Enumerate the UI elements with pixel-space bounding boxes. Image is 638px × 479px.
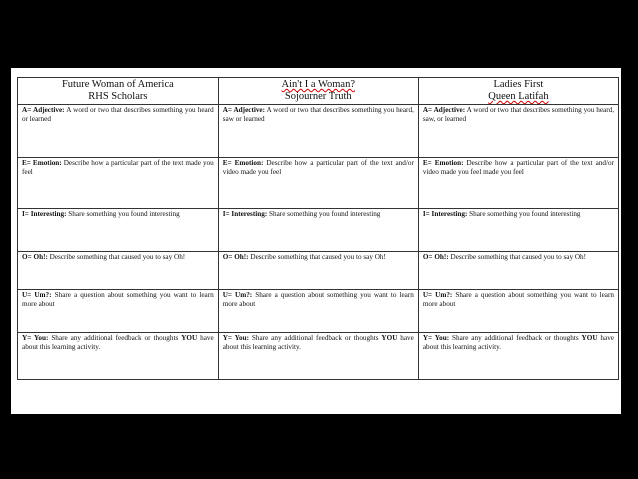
cell-emphasis: YOU bbox=[581, 334, 598, 342]
table-cell[interactable] bbox=[418, 209, 618, 252]
row-label: I= Interesting: bbox=[222, 210, 268, 218]
row-label: I= Interesting: bbox=[422, 210, 468, 218]
table-cell[interactable] bbox=[18, 105, 219, 158]
table-row-you bbox=[18, 333, 619, 380]
cell-prompt: Share a question about something you want to learn more about bbox=[222, 291, 414, 309]
row-label: O= Oh!: bbox=[22, 253, 48, 261]
table-row-um bbox=[18, 290, 619, 333]
column-header-subtitle: RHS Scholars bbox=[88, 91, 148, 102]
table-cell[interactable] bbox=[18, 209, 219, 252]
column-header-subtitle: Sojourner Truth bbox=[284, 91, 352, 102]
reflection-table bbox=[17, 77, 619, 380]
table-cell[interactable] bbox=[218, 209, 418, 252]
cell-prompt: Share something you found interesting bbox=[68, 210, 180, 218]
table-row-oh bbox=[18, 252, 619, 290]
cell-prompt: A word or two that describes something you heard, saw or learned bbox=[222, 106, 414, 124]
row-label: O= Oh!: bbox=[422, 253, 449, 261]
column-header-title: Ain't I a Woman? bbox=[281, 79, 356, 90]
cell-prompt: A word or two that describes something you heard or learned bbox=[22, 106, 214, 124]
row-label: A= Adjective: bbox=[422, 106, 466, 114]
table-cell[interactable] bbox=[418, 158, 618, 209]
column-header-1 bbox=[18, 78, 219, 105]
column-header-title: Future Woman of America bbox=[61, 79, 174, 90]
cell-emphasis: YOU bbox=[181, 334, 198, 342]
cell-prompt: Describe how a particular part of the text and/or video made you feel made you feel bbox=[422, 159, 615, 177]
cell-prompt: Describe something that caused you to say Oh! bbox=[450, 253, 587, 261]
cell-prompt-continued: have about this learning activity. bbox=[222, 334, 414, 352]
row-label: U= Um?: bbox=[222, 291, 253, 299]
cell-prompt: Share something you found interesting bbox=[469, 210, 581, 218]
table-cell[interactable] bbox=[18, 158, 219, 209]
cell-prompt: Share something you found interesting bbox=[269, 210, 381, 218]
table-cell[interactable] bbox=[18, 290, 219, 333]
column-header-subtitle: Queen Latifah bbox=[488, 91, 549, 102]
cell-prompt: Describe something that caused you to say Oh! bbox=[250, 253, 386, 261]
table-cell[interactable] bbox=[218, 158, 418, 209]
table-cell[interactable] bbox=[18, 252, 219, 290]
table-row-adjective bbox=[18, 105, 619, 158]
row-label: Y= You: bbox=[422, 334, 450, 342]
cell-prompt: Share a question about something you want to learn more about bbox=[22, 291, 214, 309]
table-cell[interactable] bbox=[418, 252, 618, 290]
table-cell[interactable] bbox=[418, 333, 618, 380]
cell-prompt: Share any additional feedback or thoughts bbox=[452, 334, 579, 342]
row-label: U= Um?: bbox=[422, 291, 453, 299]
table-cell[interactable] bbox=[218, 333, 418, 380]
row-label: E= Emotion: bbox=[422, 159, 464, 167]
table-row-emotion bbox=[18, 158, 619, 209]
row-label: E= Emotion: bbox=[22, 159, 62, 167]
cell-prompt: Describe how a particular part of the text made you feel bbox=[22, 159, 214, 177]
row-label: A= Adjective: bbox=[222, 106, 266, 114]
cell-prompt-continued: have about this learning activity. bbox=[22, 334, 214, 352]
cell-emphasis: YOU bbox=[381, 334, 398, 342]
row-label: U= Um?: bbox=[22, 291, 52, 299]
table-cell[interactable] bbox=[18, 333, 219, 380]
table-cell[interactable] bbox=[218, 105, 418, 158]
table-cell[interactable] bbox=[418, 290, 618, 333]
cell-prompt: Share a question about something you want to learn more about bbox=[422, 291, 614, 309]
cell-prompt: Share any additional feedback or thoughts bbox=[51, 334, 179, 342]
table-cell[interactable] bbox=[218, 252, 418, 290]
table-cell[interactable] bbox=[418, 105, 618, 158]
row-label: I= Interesting: bbox=[22, 210, 67, 218]
cell-prompt: A word or two that describes something you heard, saw, or learned bbox=[422, 106, 614, 124]
cell-prompt-continued: have about this learning activity. bbox=[422, 334, 614, 352]
column-header-title: Ladies First bbox=[493, 79, 544, 90]
cell-prompt: Share any additional feedback or thoughts bbox=[251, 334, 379, 342]
column-header-3 bbox=[418, 78, 618, 105]
row-label: O= Oh!: bbox=[222, 253, 249, 261]
table-row-interesting bbox=[18, 209, 619, 252]
worksheet-page bbox=[11, 68, 621, 414]
column-header-2 bbox=[218, 78, 418, 105]
table-cell[interactable] bbox=[218, 290, 418, 333]
header-row bbox=[18, 78, 619, 105]
row-label: A= Adjective: bbox=[22, 106, 65, 114]
row-label: E= Emotion: bbox=[222, 159, 264, 167]
cell-prompt: Describe how a particular part of the text and/or video made you feel bbox=[222, 159, 414, 177]
row-label: Y= You: bbox=[222, 334, 250, 342]
cell-prompt: Describe something that caused you to say Oh! bbox=[49, 253, 186, 261]
row-label: Y= You: bbox=[22, 334, 49, 342]
